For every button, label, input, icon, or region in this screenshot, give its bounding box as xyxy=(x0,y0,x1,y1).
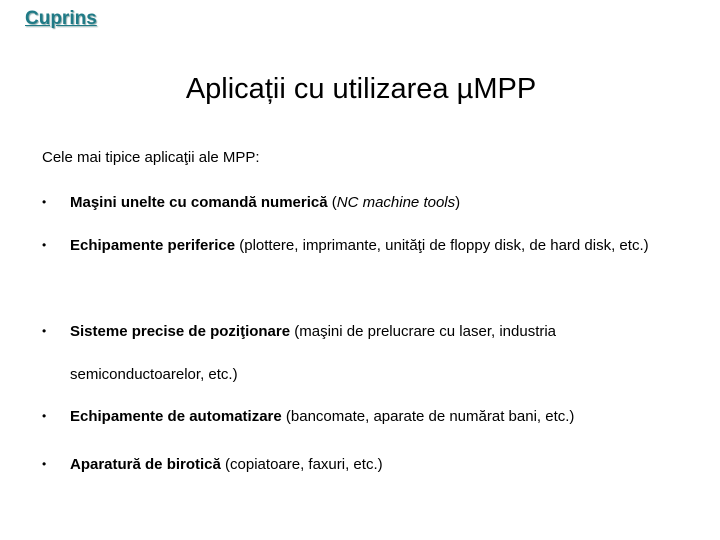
list-item-text: Sisteme precise de poziţionare (maşini de prelucrare cu laser, industria semiconductoarelor, etc.) xyxy=(70,323,557,383)
slide-title: Aplicații cu utilizarea µMPP xyxy=(185,73,537,105)
bullet-dot: • xyxy=(42,195,47,209)
intro-text: Cele mai tipice aplicaţii ale MPP: xyxy=(42,149,260,166)
cuprins-link[interactable]: Cuprins xyxy=(25,8,97,29)
list-item-text: Echipamente periferice (plottere, imprimante, unităţi de floppy disk, de hard disk, etc.) xyxy=(70,237,649,254)
bullet-dot: • xyxy=(42,324,47,338)
bullet-dot: • xyxy=(42,409,47,423)
list-item-text: Echipamente de automatizare (bancomate, aparate de numărat bani, etc.) xyxy=(70,408,575,425)
list-item-text: Aparatură de birotică (copiatoare, faxuri, etc.) xyxy=(70,456,383,473)
bullet-dot: • xyxy=(42,457,47,471)
bullet-dot: • xyxy=(42,238,47,252)
list-item-text: Maşini unelte cu comandă numerică (NC machine tools) xyxy=(70,194,461,211)
